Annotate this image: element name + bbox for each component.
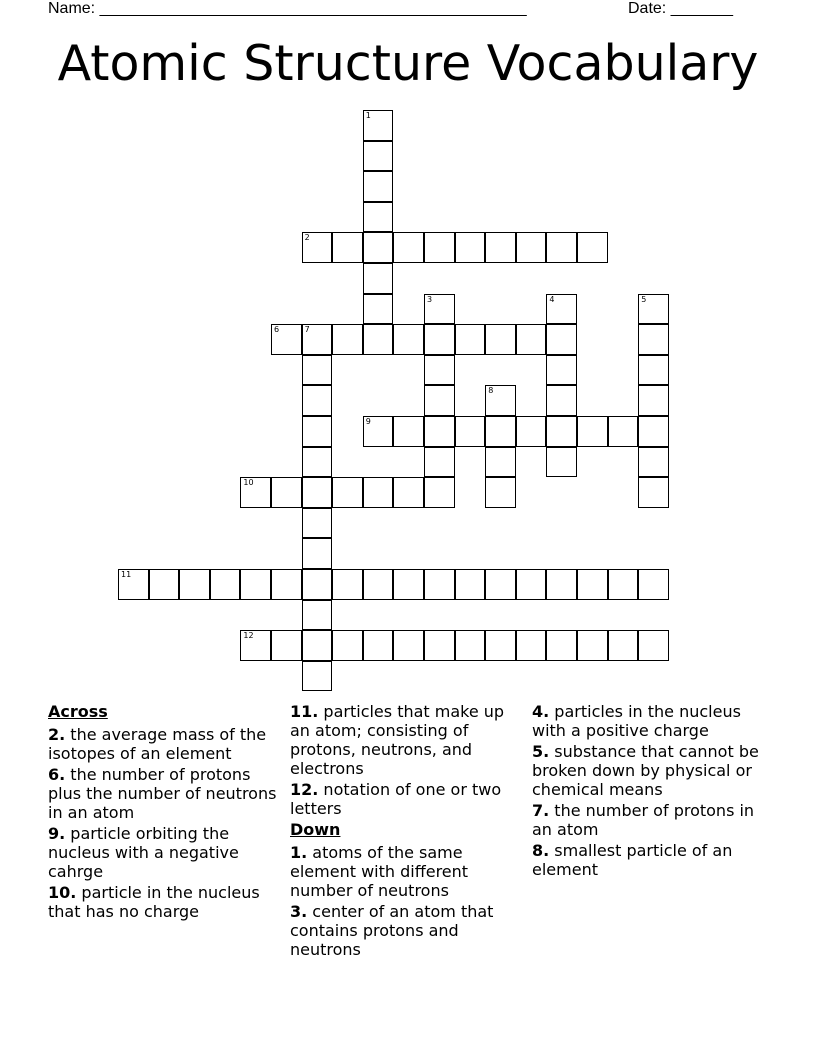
clue-text: center of an atom that contains protons and neutrons	[290, 902, 494, 959]
crossword-cell[interactable]	[363, 477, 394, 508]
crossword-cell[interactable]	[455, 324, 486, 355]
clue-number: 2.	[48, 725, 66, 744]
crossword-cell[interactable]	[546, 232, 577, 263]
crossword-cell[interactable]	[363, 263, 394, 294]
crossword-cell[interactable]	[118, 569, 149, 600]
crossword-cell[interactable]	[332, 569, 363, 600]
cell-number: 9	[365, 417, 371, 426]
crossword-cell[interactable]	[455, 569, 486, 600]
clue-across-9	[48, 824, 284, 881]
clue-number: 8.	[532, 841, 550, 860]
clue-text: particles that make up an atom; consisting of protons, neutrons, and electrons	[290, 702, 505, 778]
crossword-cell[interactable]	[608, 416, 639, 447]
clue-text: the number of protons plus the number of neutrons in an atom	[48, 765, 277, 822]
crossword-cell[interactable]	[546, 324, 577, 355]
crossword-cell[interactable]	[240, 630, 271, 661]
crossword-cell[interactable]	[577, 630, 608, 661]
clue-number: 6.	[48, 765, 66, 784]
crossword-cell[interactable]	[608, 569, 639, 600]
crossword-cell[interactable]	[455, 416, 486, 447]
crossword-cell[interactable]	[302, 600, 333, 631]
crossword-cell[interactable]	[424, 447, 455, 478]
clue-text: smallest particle of an element	[532, 841, 733, 879]
crossword-cell[interactable]	[546, 447, 577, 478]
clue-text: notation of one or two letters	[290, 780, 502, 818]
crossword-cell[interactable]	[546, 569, 577, 600]
crossword-cell[interactable]	[332, 324, 363, 355]
crossword-cell[interactable]	[393, 569, 424, 600]
crossword-cell[interactable]	[302, 232, 333, 263]
crossword-cell[interactable]	[485, 447, 516, 478]
crossword-cell[interactable]	[332, 232, 363, 263]
crossword-cell[interactable]	[638, 294, 669, 325]
crossword-cell[interactable]	[271, 569, 302, 600]
crossword-cell[interactable]	[424, 385, 455, 416]
crossword-cell[interactable]	[302, 355, 333, 386]
crossword-cell[interactable]	[638, 324, 669, 355]
crossword-cell[interactable]	[363, 324, 394, 355]
clue-number: 5.	[532, 742, 550, 761]
clue-text: particle orbiting the nucleus with a negative cahrge	[48, 824, 239, 881]
crossword-cell[interactable]	[516, 630, 547, 661]
crossword-cell[interactable]	[393, 324, 424, 355]
crossword-cell[interactable]	[546, 416, 577, 447]
clue-text: particles in the nucleus with a positive charge	[532, 702, 741, 740]
crossword-cell[interactable]	[363, 294, 394, 325]
clues-column-2	[290, 702, 526, 961]
clue-down-5	[532, 742, 768, 799]
crossword-cell[interactable]	[302, 477, 333, 508]
cell-number: 1	[365, 111, 371, 120]
crossword-cell[interactable]	[516, 416, 547, 447]
crossword-cell[interactable]	[393, 232, 424, 263]
crossword-cell[interactable]	[424, 477, 455, 508]
crossword-cell[interactable]	[638, 355, 669, 386]
crossword-cell[interactable]	[363, 416, 394, 447]
crossword-cell[interactable]	[393, 630, 424, 661]
crossword-cell[interactable]	[363, 232, 394, 263]
crossword-cell[interactable]	[363, 202, 394, 233]
crossword-cell[interactable]	[424, 294, 455, 325]
crossword-cell[interactable]	[608, 630, 639, 661]
crossword-cell[interactable]	[546, 355, 577, 386]
crossword-cell[interactable]	[485, 630, 516, 661]
crossword-cell[interactable]	[424, 324, 455, 355]
name-field[interactable]: Name: ________________________________________________	[48, 0, 527, 17]
clue-number: 9.	[48, 824, 66, 843]
cell-number: 5	[641, 294, 647, 304]
crossword-cell[interactable]	[638, 630, 669, 661]
clue-number: 12.	[290, 780, 319, 799]
crossword-cell[interactable]	[363, 569, 394, 600]
crossword-cell[interactable]	[240, 477, 271, 508]
cell-number: 7	[304, 325, 310, 335]
cell-number: 2	[304, 233, 310, 243]
crossword-cell[interactable]	[240, 569, 271, 600]
clue-number: 10.	[48, 883, 77, 902]
crossword-cell[interactable]	[638, 447, 669, 478]
crossword-cell[interactable]	[393, 416, 424, 447]
crossword-cell[interactable]	[302, 630, 333, 661]
crossword-cell[interactable]	[271, 630, 302, 661]
crossword-cell[interactable]	[424, 569, 455, 600]
clue-down-8	[532, 841, 768, 879]
crossword-cell[interactable]	[577, 232, 608, 263]
crossword-cell[interactable]	[516, 232, 547, 263]
clue-text: the average mass of the isotopes of an element	[48, 725, 267, 763]
crossword-cell[interactable]	[302, 661, 333, 692]
clue-number: 3.	[290, 902, 308, 921]
clue-across-10	[48, 883, 288, 921]
crossword-cell[interactable]	[302, 569, 333, 600]
crossword-cell[interactable]	[302, 324, 333, 355]
crossword-cell[interactable]	[638, 477, 669, 508]
crossword-cell[interactable]	[516, 569, 547, 600]
crossword-cell[interactable]	[485, 324, 516, 355]
clue-down-4	[532, 702, 768, 740]
crossword-cell[interactable]	[424, 416, 455, 447]
cell-number: 6	[274, 325, 280, 335]
clue-across-2	[48, 725, 284, 763]
crossword-cell[interactable]	[424, 232, 455, 263]
crossword-cell[interactable]	[393, 477, 424, 508]
across-heading: Across	[48, 702, 108, 721]
cell-number: 4	[549, 294, 555, 304]
crossword-cell[interactable]	[271, 477, 302, 508]
date-field[interactable]: Date: _______	[628, 0, 733, 17]
crossword-cell[interactable]	[516, 324, 547, 355]
cell-number: 11	[121, 570, 132, 579]
crossword-cell[interactable]	[271, 324, 302, 355]
crossword-cell[interactable]	[577, 416, 608, 447]
crossword-cell[interactable]	[455, 232, 486, 263]
crossword-cell[interactable]	[455, 630, 486, 661]
clue-number: 4.	[532, 702, 550, 721]
crossword-cell[interactable]	[485, 385, 516, 416]
crossword-cell[interactable]	[546, 294, 577, 325]
clue-text: substance that cannot be broken down by physical or chemical means	[532, 742, 759, 799]
crossword-cell[interactable]	[332, 630, 363, 661]
crossword-cell[interactable]	[485, 477, 516, 508]
crossword-cell[interactable]	[302, 538, 333, 569]
clue-across-12	[290, 780, 526, 818]
crossword-cell[interactable]	[485, 569, 516, 600]
cell-number: 3	[427, 294, 433, 304]
crossword-cell[interactable]	[546, 630, 577, 661]
crossword-cell[interactable]	[302, 416, 333, 447]
crossword-cell[interactable]	[363, 630, 394, 661]
clues-column-3	[532, 702, 768, 881]
crossword-cell[interactable]	[149, 569, 180, 600]
crossword-cell[interactable]	[424, 355, 455, 386]
clue-text: atoms of the same element with different number of neutrons	[290, 843, 469, 900]
cell-number: 10	[243, 478, 254, 488]
down-heading: Down	[290, 820, 341, 839]
page-title: Atomic Structure Vocabulary	[57, 35, 759, 92]
crossword-cell[interactable]	[577, 569, 608, 600]
clue-number: 11.	[290, 702, 319, 721]
crossword-cell[interactable]	[363, 110, 394, 141]
clue-number: 1.	[290, 843, 308, 862]
crossword-cell[interactable]	[302, 447, 333, 478]
crossword-cell[interactable]	[179, 569, 210, 600]
clue-across-6	[48, 765, 284, 822]
crossword-cell[interactable]	[302, 508, 333, 539]
clue-number: 7.	[532, 801, 550, 820]
crossword-cell[interactable]	[638, 416, 669, 447]
crossword-cell[interactable]	[363, 171, 394, 202]
crossword-cell[interactable]	[638, 385, 669, 416]
clue-down-1	[290, 843, 526, 900]
clue-text: particle in the nucleus that has no charge	[48, 883, 260, 921]
crossword-cell[interactable]	[485, 232, 516, 263]
crossword-cell[interactable]	[332, 477, 363, 508]
clue-down-3	[290, 902, 526, 959]
crossword-cell[interactable]	[210, 569, 241, 600]
crossword-cell[interactable]	[302, 385, 333, 416]
crossword-cell[interactable]	[363, 141, 394, 172]
crossword-cell[interactable]	[424, 630, 455, 661]
clue-down-7	[532, 801, 768, 839]
crossword-cell[interactable]	[485, 416, 516, 447]
clue-across-11	[290, 702, 526, 778]
clue-text: the number of protons in an atom	[532, 801, 755, 839]
crossword-cell[interactable]	[546, 385, 577, 416]
clues-column-1	[48, 702, 284, 923]
cell-number: 12	[243, 631, 254, 641]
crossword-cell[interactable]	[638, 569, 669, 600]
cell-number: 8	[488, 386, 494, 396]
